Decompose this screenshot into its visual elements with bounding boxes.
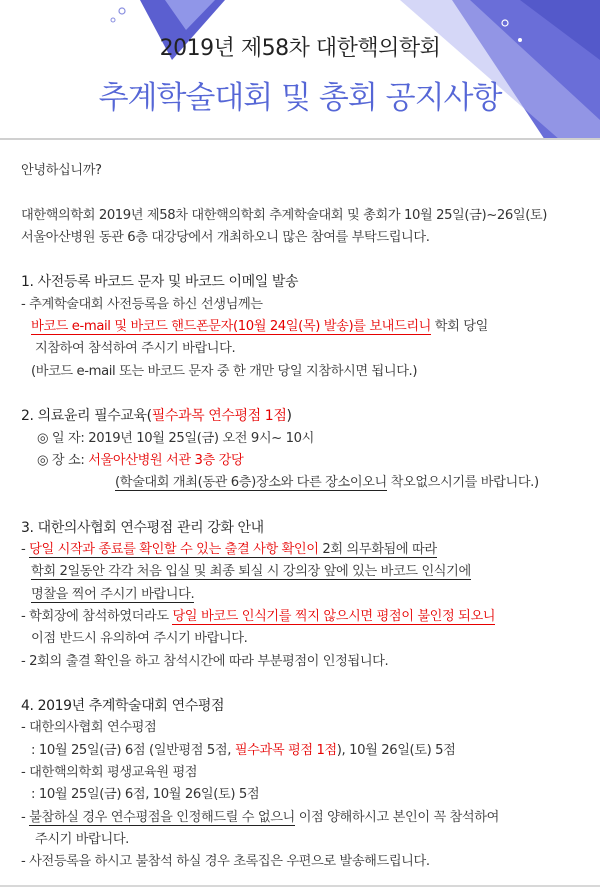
section-1-line: (바코드 e-mail 또는 바코드 문자 중 한 개만 당일 지참하시면 됩니다.) <box>31 363 418 379</box>
section-2-place: ◎ 장 소: 서울아산병원 서관 3층 강당 <box>37 452 244 468</box>
section-4-line: - 대한의사협회 연수평점 <box>21 720 157 736</box>
section-1-title: 1. 사전등록 바코드 문자 및 바코드 이메일 발송 <box>21 274 299 291</box>
section-1-line: 지참하여 참석하여 주시기 바랍니다. <box>35 341 236 357</box>
section-4-line: : 10월 25일(금) 6점 (일반평점 5점, 필수과목 평점 1점), 10월 26일(토) 5점 <box>31 742 456 758</box>
circle-decor <box>119 8 125 14</box>
section-4-line: - 사전등록을 하시고 불참석 하실 경우 초록집은 우편으로 발송해드립니다. <box>21 854 430 870</box>
title-line-2: 추계학술대회 및 총회 공지사항 <box>98 80 502 116</box>
header-divider <box>0 138 600 140</box>
red-highlight: 필수과목 연수평점 1점 <box>151 408 287 425</box>
red-highlight: 필수과목 평점 1점 <box>234 742 337 758</box>
header-banner <box>0 0 600 140</box>
section-4-line: - 불참하실 경우 연수평점을 인정해드릴 수 없으니 이점 양해하시고 본인이 꼭 참석하여 <box>21 809 499 825</box>
section-3-line: - 당일 시작과 종료를 확인할 수 있는 출결 사항 확인이 2회 의무화됨에 따라 <box>21 542 437 558</box>
section-3-line: 학회 2일동안 각각 처음 입실 및 최종 퇴실 시 강의장 앞에 있는 바코드 인식기에 <box>31 564 471 580</box>
red-highlight: 당일 시작과 종료를 확인할 수 있는 출결 사항 확인이 <box>29 542 319 558</box>
section-4-line: - 대한핵의학회 평생교육원 평점 <box>21 765 198 781</box>
title-line-1: 2019년 제58차 대한핵의학회 <box>159 36 441 61</box>
section-3-line: - 학회장에 참석하였더라도 당일 바코드 인식기를 찍지 않으시면 평점이 불인정 되오니 <box>21 608 496 624</box>
red-highlight: 서울아산병원 서관 3층 강당 <box>88 452 244 468</box>
section-4-line: 주시기 바랍니다. <box>35 831 129 847</box>
red-highlight: 바코드 e-mail 및 바코드 핸드폰문자(10월 24일(목) 발송)를 보내드리니 <box>31 319 432 335</box>
section-3-title: 3. 대한의사협회 연수평점 관리 강화 안내 <box>21 519 264 536</box>
intro-line-1: 대한핵의학회 2019년 제58차 대한핵의학회 추계학술대회 및 총회가 10월 25일(금)~26일(토) <box>21 207 548 223</box>
section-2-note: (학술대회 개최(동관 6층)장소와 다른 장소이오니 착오없으시기를 바랍니다.) <box>115 475 539 491</box>
section-2-date: ◎ 일 자: 2019년 10월 25일(금) 오전 9시~ 10시 <box>37 430 314 446</box>
section-1-line: - 추계학술대회 사전등록을 하신 선생님께는 <box>21 296 263 312</box>
circle-decor <box>111 18 115 22</box>
section-3-line: 이점 반드시 유의하여 주시기 바랍니다. <box>31 631 248 647</box>
section-2-title: 2. 의료윤리 필수교육(필수과목 연수평점 1점) <box>21 408 292 425</box>
red-highlight: 당일 바코드 인식기를 찍지 않으시면 평점이 불인정 되오니 <box>172 608 496 624</box>
intro-line-2: 서울아산병원 동관 6층 대강당에서 개최하오니 많은 참여를 부탁드립니다. <box>21 229 430 245</box>
section-1-line: 바코드 e-mail 및 바코드 핸드폰문자(10월 24일(목) 발송)를 보내드리니 학회 당일 <box>31 319 488 335</box>
notice-body <box>21 160 587 874</box>
greeting: 안녕하십니까? <box>21 163 102 178</box>
section-4-title: 4. 2019년 추계학술대회 연수평점 <box>21 698 225 715</box>
section-4-line: : 10월 25일(금) 6점, 10월 26일(토) 5점 <box>31 787 260 803</box>
section-3-line: - 2회의 출결 확인을 하고 참석시간에 따라 부분평점이 인정됩니다. <box>21 653 389 669</box>
decorative-shapes <box>0 0 600 140</box>
section-3-line: 명찰을 찍어 주시기 바랍니다. <box>31 586 195 602</box>
